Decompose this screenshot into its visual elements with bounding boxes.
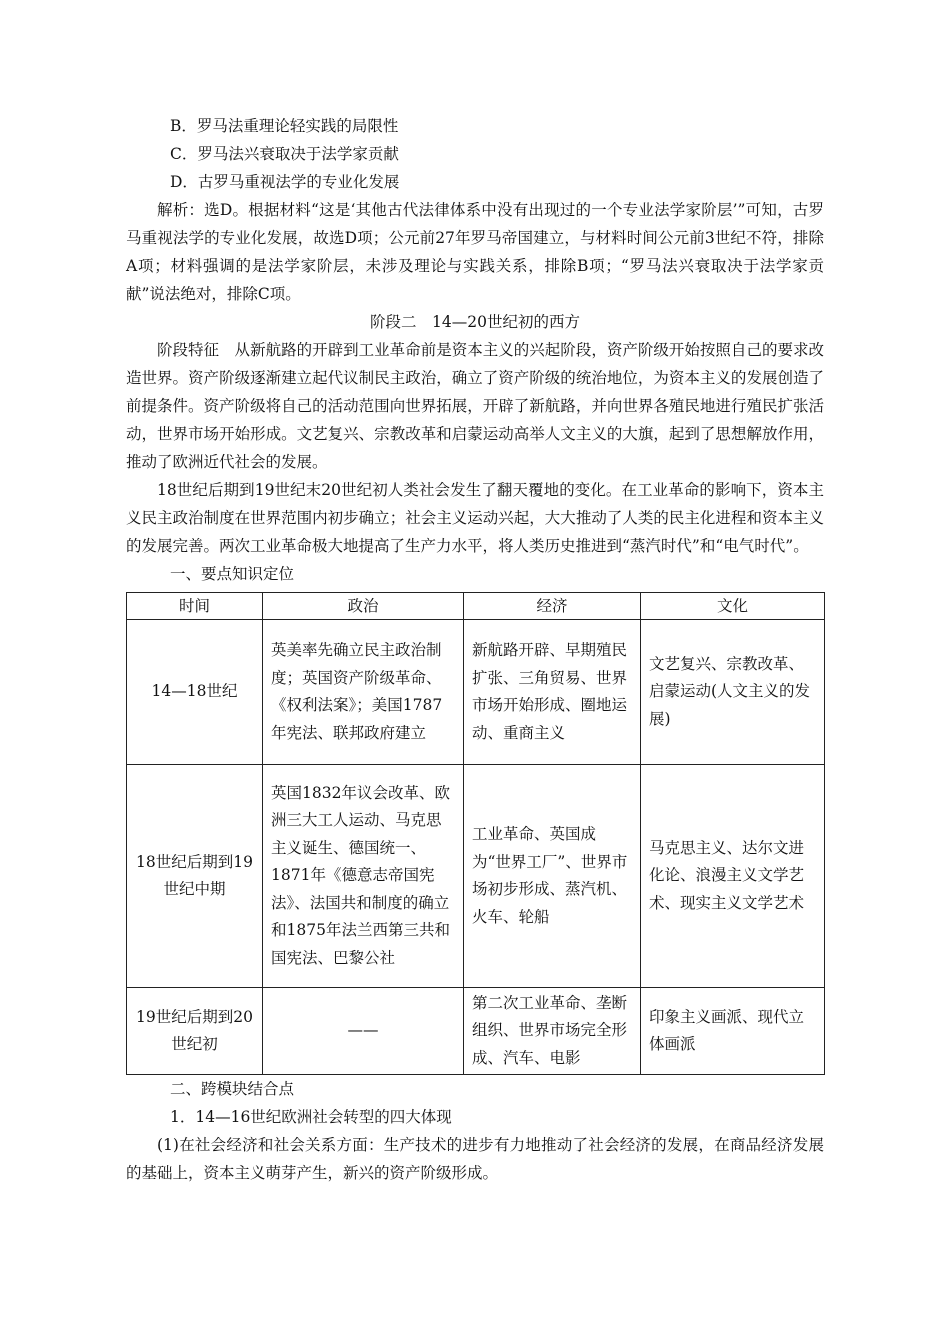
- header-economy: 经济: [464, 593, 641, 620]
- cell-politics: 英美率先确立民主政治制度；英国资产阶级革命、《权利法案》；美国1787年宪法、联邦政府建立: [263, 620, 464, 765]
- analysis-paragraph: 解析：选D。根据材料“这是‘其他古代法律体系中没有出现过的一个专业法学家阶层’”可知，古罗马重视法学的专业化发展，故选D项；公元前27年罗马帝国建立，与材料时间公元前3世纪不符，排除A项；材料强调的是法学家阶层，未涉及理论与实践关系，排除B项；“罗马法兴衰取决于法学家贡献”说法绝对，排除C项。: [126, 201, 824, 303]
- cell-time: 14—18世纪: [127, 620, 263, 765]
- table-row: [127, 765, 825, 988]
- option-c: C．罗马法兴衰取决于法学家贡献: [170, 145, 399, 163]
- header-politics: 政治: [263, 593, 464, 620]
- header-time: 时间: [127, 593, 263, 620]
- cell-politics: 英国1832年议会改革、欧洲三大工人运动、马克思主义诞生、德国统一、1871年《德意志帝国宪法》、法国共和制度的确立和1875年法兰西第三共和国宪法、巴黎公社: [263, 765, 464, 988]
- cell-politics: ——: [263, 988, 464, 1075]
- cell-culture: 文艺复兴、宗教改革、启蒙运动(人文主义的发展): [641, 620, 825, 765]
- document-page: [126, 112, 824, 1187]
- cell-economy: 第二次工业革命、垄断组织、世界市场完全形成、汽车、电影: [464, 988, 641, 1075]
- point-1-text: (1)在社会经济和社会关系方面：生产技术的进步有力地推动了社会经济的发展，在商品经济发展的基础上，资本主义萌芽产生，新兴的资产阶级形成。: [126, 1136, 824, 1182]
- stage-feature-paragraph: 阶段特征 从新航路的开辟到工业革命前是资本主义的兴起阶段，资产阶级开始按照自己的要求改造世界。资产阶级逐渐建立起代议制民主政治，确立了资产阶级的统治地位，为资本主义的发展创造了前提条件。资产阶级将自己的活动范围向世界拓展，开辟了新航路，并向世界各殖民地进行殖民扩张活动，世界市场开始形成。文艺复兴、宗教改革和启蒙运动高举人文主义的大旗，起到了思想解放作用，推动了欧洲近代社会的发展。: [126, 341, 824, 471]
- section-heading-1: 一、要点知识定位: [170, 565, 295, 583]
- stage-title: 阶段二 14—20世纪初的西方: [370, 313, 580, 331]
- table-row: [127, 620, 825, 765]
- option-b: B．罗马法重理论轻实践的局限性: [170, 117, 399, 135]
- knowledge-table: [126, 592, 825, 1075]
- point-1-title: 1．14—16世纪欧洲社会转型的四大体现: [170, 1108, 452, 1126]
- header-culture: 文化: [641, 593, 825, 620]
- cell-time: 19世纪后期到20世纪初: [127, 988, 263, 1075]
- table-row: [127, 988, 825, 1075]
- cell-time: 18世纪后期到19世纪中期: [127, 765, 263, 988]
- cell-economy: 工业革命、英国成为“世界工厂”、世界市场初步形成、蒸汽机、火车、轮船: [464, 765, 641, 988]
- cell-culture: 马克思主义、达尔文进化论、浪漫主义文学艺术、现实主义文学艺术: [641, 765, 825, 988]
- stage-paragraph-2: 18世纪后期到19世纪末20世纪初人类社会发生了翻天覆地的变化。在工业革命的影响下，资本主义民主政治制度在世界范围内初步确立；社会主义运动兴起，大大推动了人类的民主化进程和资本主义的发展完善。两次工业革命极大地提高了生产力水平，将人类历史推进到“蒸汽时代”和“电气时代”。: [126, 481, 824, 555]
- cell-culture: 印象主义画派、现代立体画派: [641, 988, 825, 1075]
- section-heading-2: 二、跨模块结合点: [170, 1080, 295, 1098]
- cell-economy: 新航路开辟、早期殖民扩张、三角贸易、世界市场开始形成、圈地运动、重商主义: [464, 620, 641, 765]
- option-d: D．古罗马重视法学的专业化发展: [170, 173, 400, 191]
- table-header-row: [127, 593, 825, 620]
